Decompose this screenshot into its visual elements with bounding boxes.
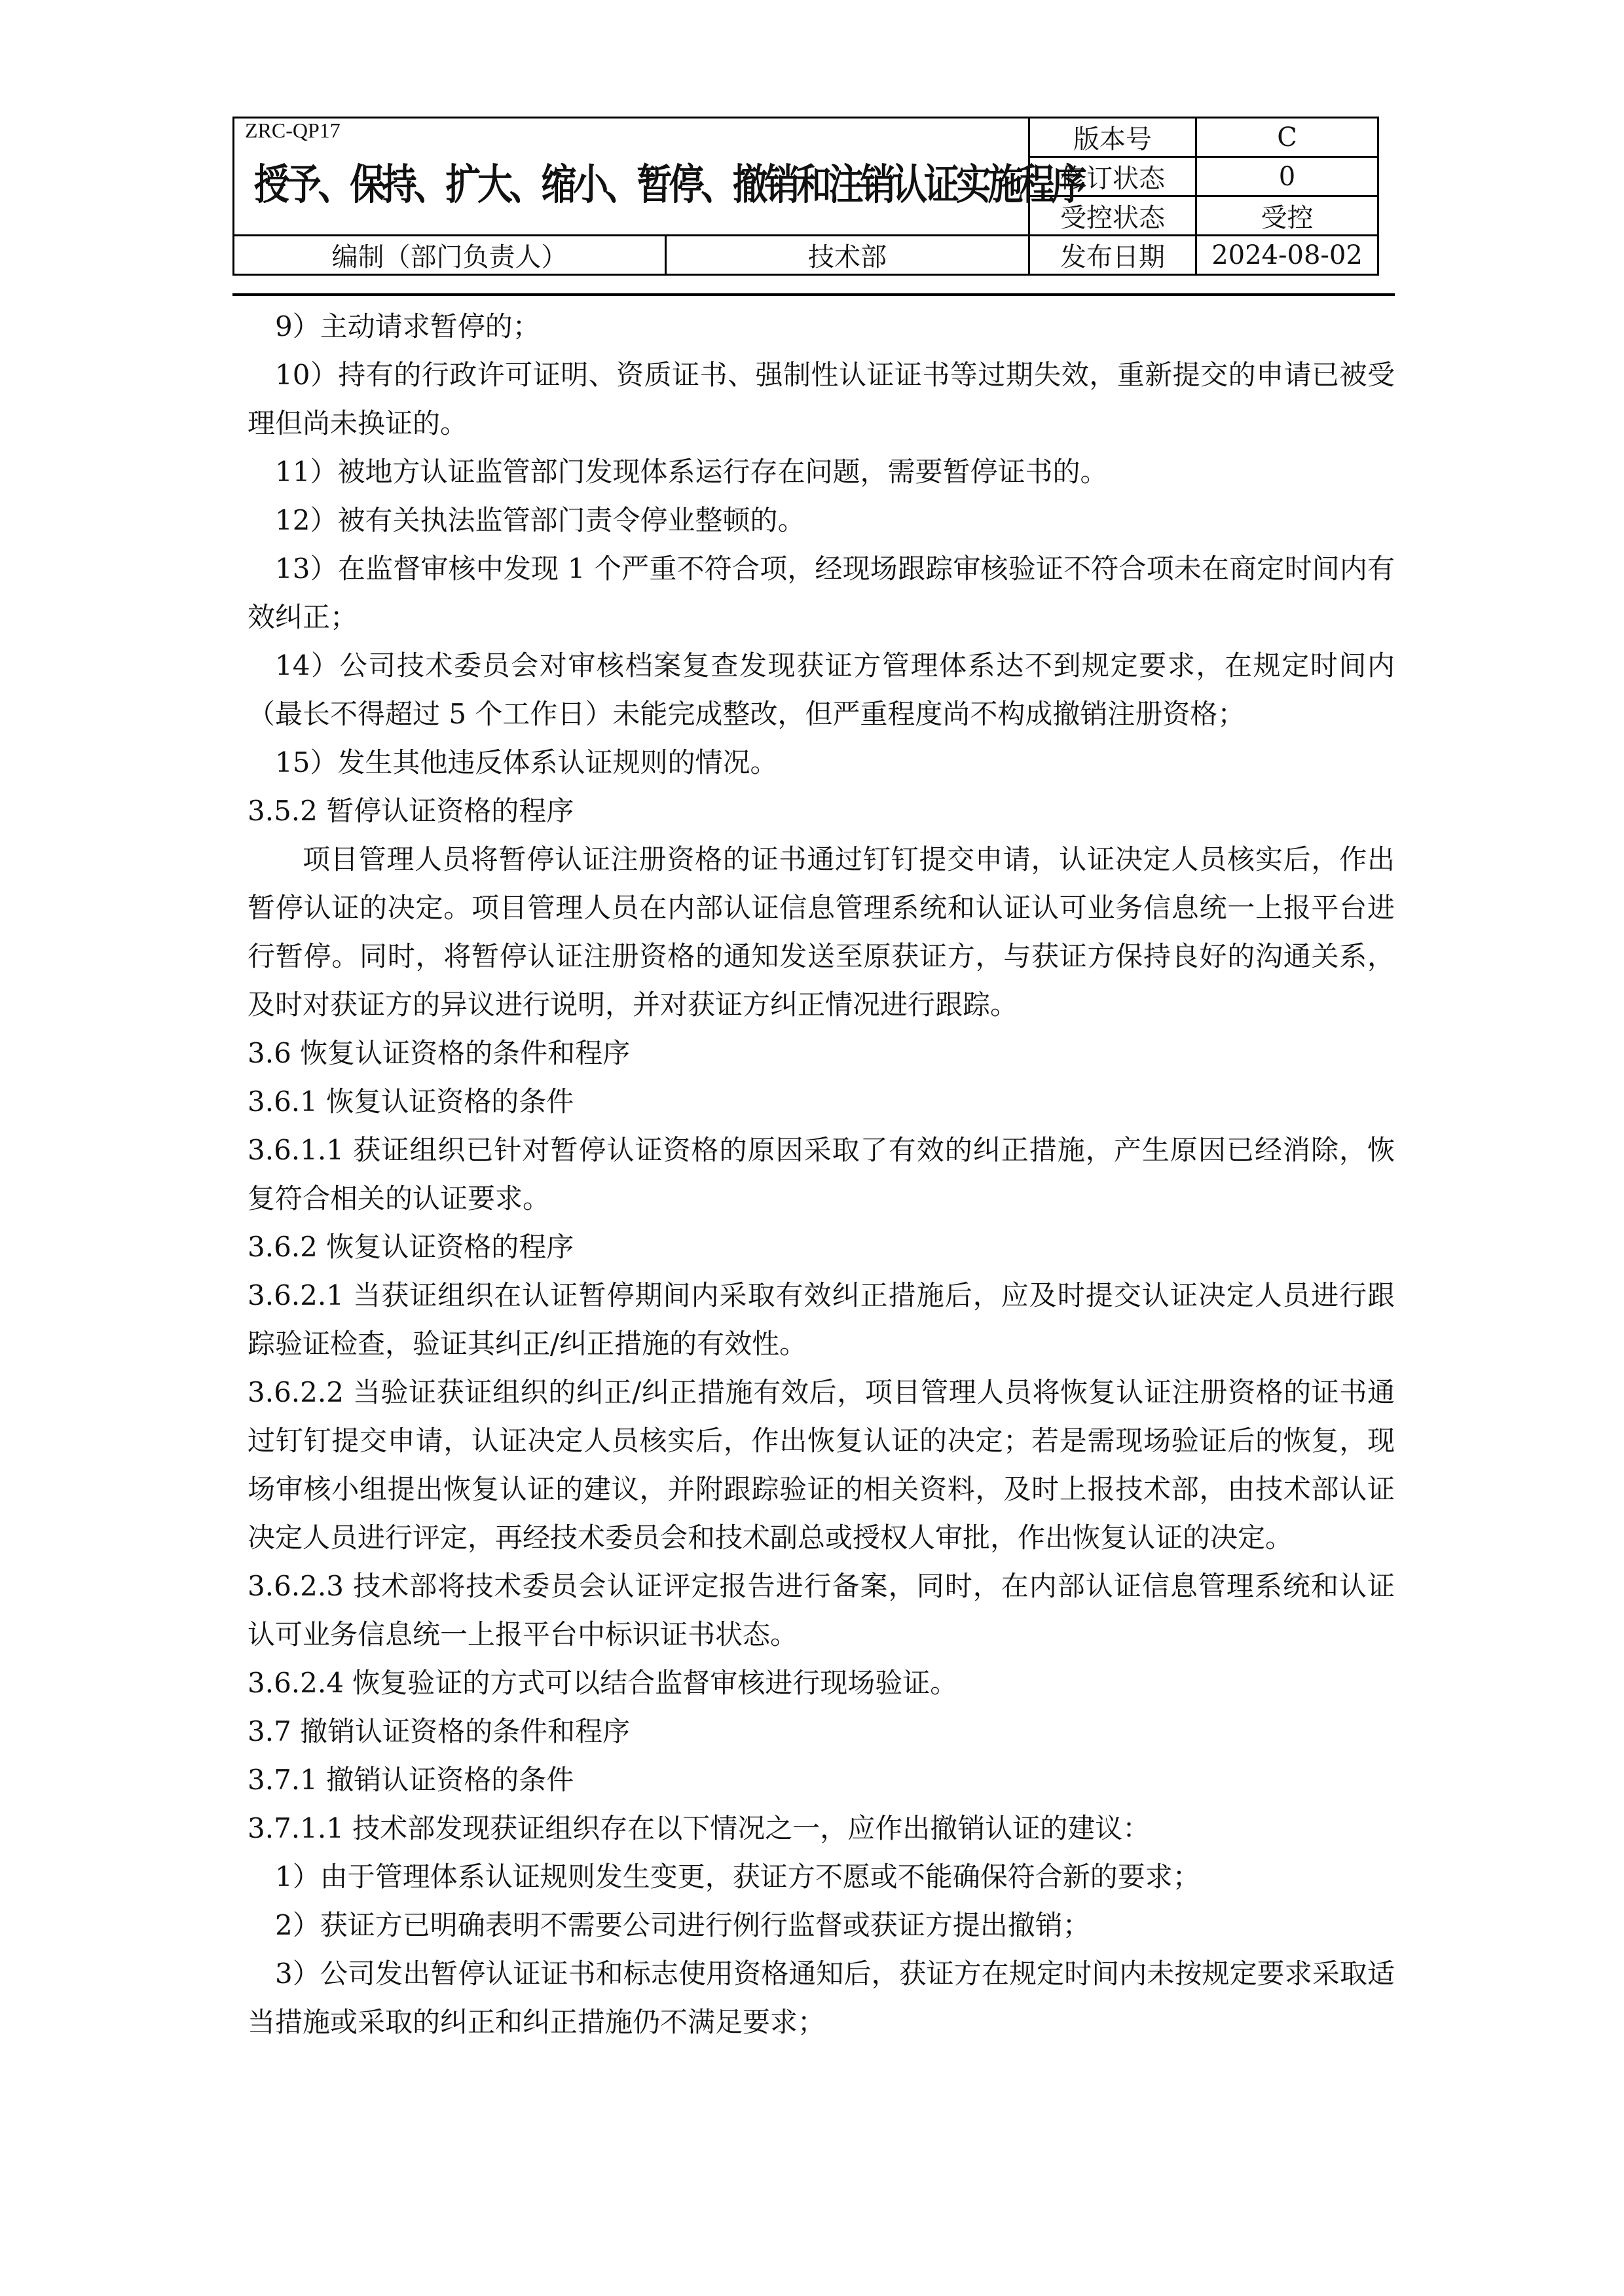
version-label: 版本号 <box>1029 118 1196 157</box>
paragraph: 3.6.2.3 技术部将技术委员会认证评定报告进行备案，同时，在内部认证信息管理系统和认证认可业务信息统一上报平台中标识证书状态。 <box>248 1570 1395 1650</box>
list-item: 1）由于管理体系认证规则发生变更，获证方不愿或不能确保符合新的要求； <box>275 1861 1200 1893</box>
section-heading: 3.7.1 撤销认证资格的条件 <box>248 1764 574 1796</box>
section-heading: 3.6.1 恢复认证资格的条件 <box>248 1085 574 1118</box>
control-label: 受控状态 <box>1029 196 1196 236</box>
paragraph: 3.6.2.1 当获证组织在认证暂停期间内采取有效纠正措施后，应及时提交认证决定人员进行跟踪验证检查，验证其纠正/纠正措施的有效性。 <box>248 1279 1395 1360</box>
document-body <box>248 302 1395 2047</box>
list-item: 2）获证方已明确表明不需要公司进行例行监督或获证方提出撤销； <box>275 1909 1090 1941</box>
list-item: 14）公司技术委员会对审核档案复查发现获证方管理体系达不到规定要求，在规定时间内（最长不得超过 5 个工作日）未能完成整改，但严重程度尚不构成撤销注册资格； <box>248 649 1395 730</box>
section-heading: 3.6.2 恢复认证资格的程序 <box>248 1231 574 1263</box>
paragraph: 3.6.2.4 恢复验证的方式可以结合监督审核进行现场验证。 <box>248 1667 958 1699</box>
document-title: 授予、保持、扩大、缩小、暂停、撤销和注销认证实施程序 <box>254 161 1084 210</box>
list-item: 11）被地方认证监管部门发现体系运行存在问题，需要暂停证书的。 <box>275 456 1108 488</box>
version-value: C <box>1196 118 1378 157</box>
revision-label: 修订状态 <box>1029 157 1196 196</box>
date-value: 2024-08-02 <box>1196 236 1378 275</box>
date-label: 发布日期 <box>1029 236 1196 275</box>
document-code: ZRC-QP17 <box>245 118 341 142</box>
paragraph: 3.6.1.1 获证组织已针对暂停认证资格的原因采取了有效的纠正措施，产生原因已经消除，恢复符合相关的认证要求。 <box>248 1134 1395 1214</box>
section-heading: 3.5.2 暂停认证资格的程序 <box>248 795 574 827</box>
title-cell <box>234 118 1084 236</box>
paragraph: 3.7.1.1 技术部发现获证组织存在以下情况之一，应作出撤销认证的建议： <box>248 1812 1151 1844</box>
list-item: 15）发生其他违反体系认证规则的情况。 <box>275 746 778 778</box>
paragraph: 项目管理人员将暂停认证注册资格的证书通过钉钉提交申请，认证决定人员核实后，作出暂停认证的决定。项目管理人员在内部认证信息管理系统和认证认可业务信息统一上报平台进行暂停。同时，将暂停认证注册资格的通知发送至原获证方，与获证方保持良好的沟通关系，及时对获证方的异议进行说明，并对获证方纠正情况进行跟踪。 <box>248 843 1395 1021</box>
list-item: 9）主动请求暂停的； <box>275 310 540 342</box>
list-item: 13）在监督审核中发现 1 个严重不符合项，经现场跟踪审核验证不符合项未在商定时间内有效纠正； <box>248 553 1395 633</box>
control-value: 受控 <box>1196 196 1378 236</box>
section-heading: 3.7 撤销认证资格的条件和程序 <box>248 1715 631 1747</box>
document-header-table <box>232 117 1379 276</box>
department: 技术部 <box>666 236 1029 275</box>
list-item: 10）持有的行政许可证明、资质证书、强制性认证证书等过期失效，重新提交的申请已被受理但尚未换证的。 <box>248 359 1395 439</box>
header-rule <box>232 293 1395 296</box>
author-label: 编制（部门负责人） <box>234 236 666 275</box>
section-heading: 3.6 恢复认证资格的条件和程序 <box>248 1037 631 1069</box>
paragraph: 3.6.2.2 当验证获证组织的纠正/纠正措施有效后，项目管理人员将恢复认证注册资格的证书通过钉钉提交申请，认证决定人员核实后，作出恢复认证的决定；若是需现场验证后的恢复，现场审核小组提出恢复认证的建议，并附跟踪验证的相关资料，及时上报技术部，由技术部认证决定人员进行评定，再经技术委员会和技术副总或授权人审批，作出恢复认证的决定。 <box>248 1376 1395 1554</box>
list-item: 12）被有关执法监管部门责令停业整顿的。 <box>275 504 805 536</box>
list-item: 3）公司发出暂停认证证书和标志使用资格通知后，获证方在规定时间内未按规定要求采取适当措施或采取的纠正和纠正措施仍不满足要求； <box>248 1958 1395 2038</box>
revision-value: 0 <box>1196 157 1378 196</box>
